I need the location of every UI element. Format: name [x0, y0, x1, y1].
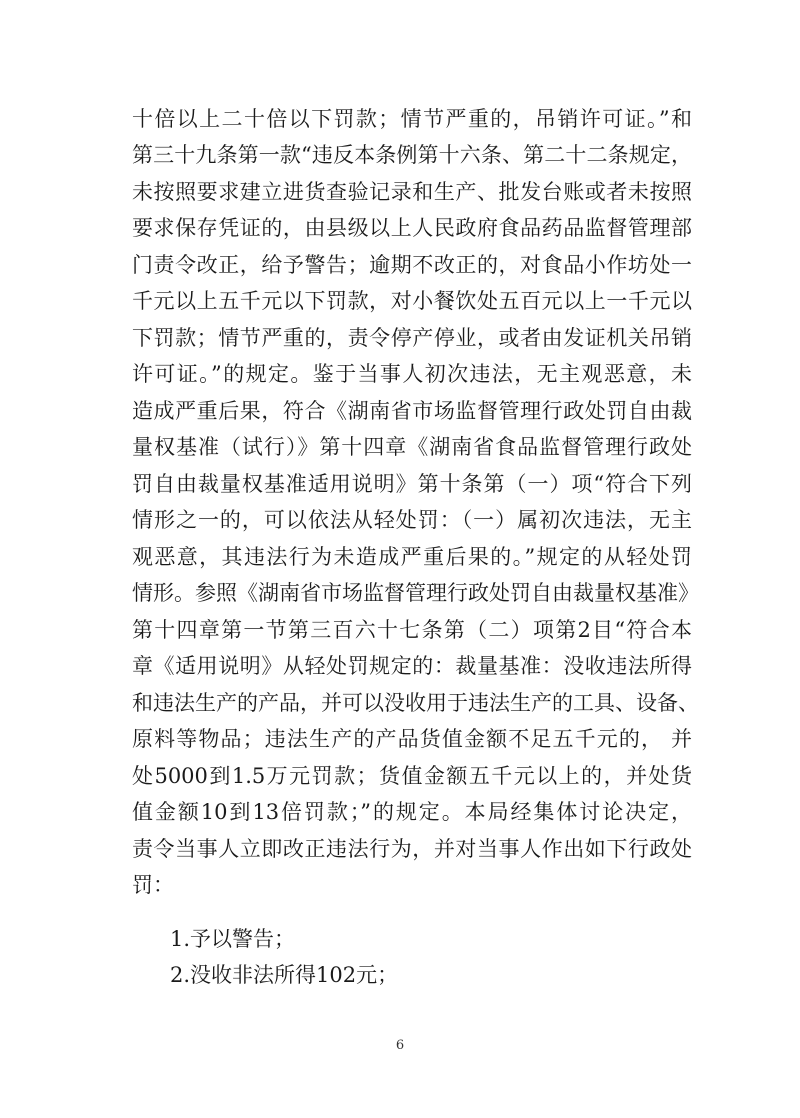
body-line: 第三十九条第一款“违反本条例第十六条、第二十二条规定，	[132, 143, 692, 167]
body-line: 原料等物品；违法生产的产品货值金额不足五千元的， 并	[132, 727, 692, 751]
body-line: 罚自由裁量权基准适用说明》第十条第（一）项“符合下列	[132, 472, 692, 496]
body-line: 情形。参照《湖南省市场监督管理行政处罚自由裁量权基准》	[132, 581, 699, 605]
body-line: 情形之一的，可以依法从轻处罚：（一）属初次违法，无主	[132, 508, 692, 532]
body-line: 下罚款；情节严重的，责令停产停业，或者由发证机关吊销	[132, 326, 692, 350]
body-line: 值金额10到13倍罚款；”的规定。本局经集体讨论决定，	[132, 800, 692, 824]
body-line: 十倍以上二十倍以下罚款；情节严重的，吊销许可证。”和	[132, 107, 692, 131]
body-line: 和违法生产的产品，并可以没收用于违法生产的工具、设备、	[132, 691, 699, 715]
body-line: 观恶意，其违法行为未造成严重后果的。”规定的从轻处罚	[132, 545, 692, 569]
body-line: 责令当事人立即改正违法行为，并对当事人作出如下行政处	[132, 837, 692, 861]
body-line: 要求保存凭证的，由县级以上人民政府食品药品监督管理部	[132, 216, 692, 240]
body-line: 第十四章第一节第三百六十七条第（二）项第2目“符合本	[132, 618, 692, 642]
body-line: 造成严重后果，符合《湖南省市场监督管理行政处罚自由裁	[132, 399, 692, 423]
body-line: 量权基准（试行）》第十四章《湖南省食品监督管理行政处	[132, 435, 692, 459]
body-line: 未按照要求建立进货查验记录和生产、批发台账或者未按照	[132, 180, 692, 204]
body-line: 处5000到1.5万元罚款；货值金额五千元以上的，并处货	[132, 764, 692, 788]
page-number: 6	[395, 1038, 405, 1053]
body-line: 千元以上五千元以下罚款，对小餐饮处五百元以上一千元以	[132, 289, 692, 313]
penalty-list-item: 1.予以警告；	[170, 927, 296, 951]
body-line: 许可证。”的规定。鉴于当事人初次违法，无主观恶意，未	[132, 362, 692, 386]
body-line: 门责令改正，给予警告；逾期不改正的，对食品小作坊处一	[132, 253, 692, 277]
penalty-list-item: 2.没收非法所得102元；	[170, 963, 399, 987]
body-line: 罚：	[132, 873, 174, 897]
body-line: 章《适用说明》从轻处罚规定的：裁量基准：没收违法所得	[132, 654, 692, 678]
